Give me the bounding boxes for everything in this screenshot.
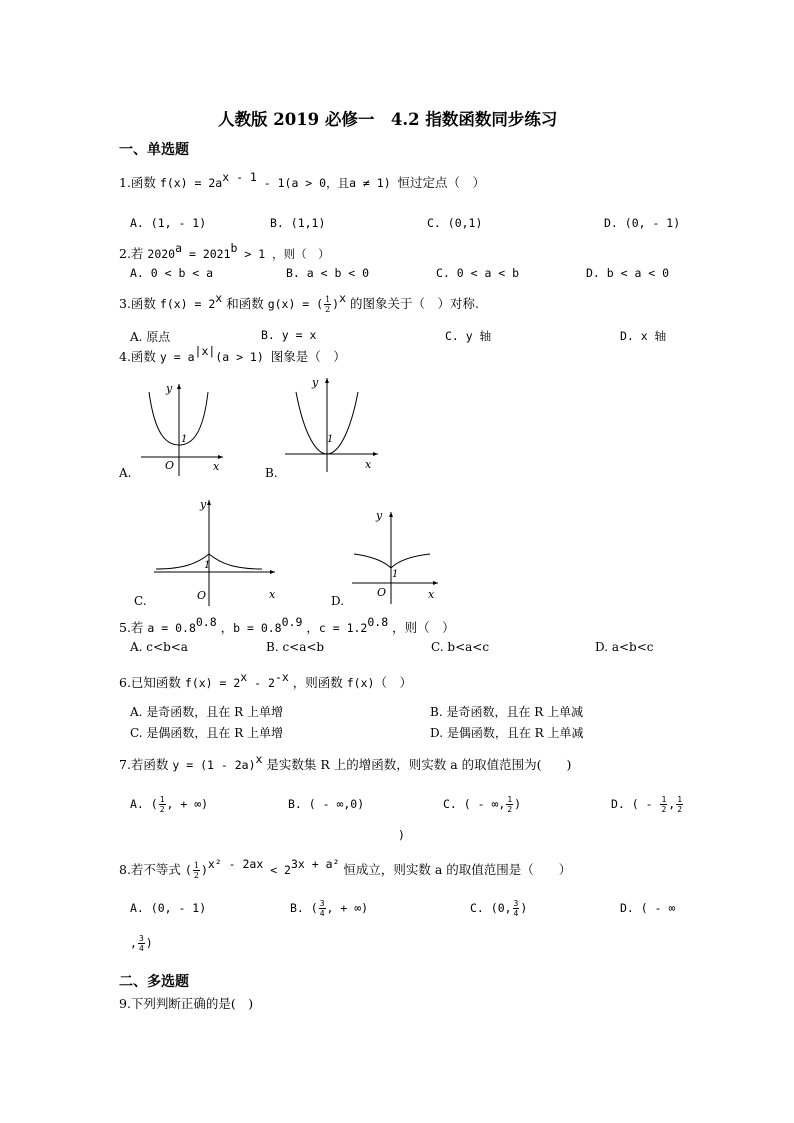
q3-fraction-denominator: 2 [325, 305, 331, 314]
q7-option-b[interactable]: B. ( - ∞,0) [288, 797, 365, 811]
q3-paren-close: ) [332, 297, 340, 311]
question-4-stem [119, 344, 346, 365]
q6-option-b[interactable]: B. 是奇函数，且在 R 上单减 [430, 705, 584, 719]
q7-c-fraction [506, 795, 513, 814]
q3-exponent-f: x [215, 291, 223, 305]
q7-d-mid: , [668, 797, 676, 811]
q8-d-post: ) [145, 936, 153, 950]
q4-option-c[interactable]: C. [134, 594, 147, 608]
section-heading-single-choice: 一、单选题 [119, 142, 189, 158]
q8-option-a[interactable]: A. (0, - 1) [130, 901, 207, 915]
q8-option-c[interactable] [470, 899, 527, 918]
q5-exponent-a: 0.8 [195, 615, 217, 629]
q7-option-a[interactable] [130, 795, 208, 814]
q2-option-b[interactable]: B. a < b < 0 [286, 266, 370, 280]
q6-option-a[interactable]: A. 是奇函数，且在 R 上单增 [130, 705, 283, 719]
question-5-stem [119, 615, 455, 636]
q3-option-c[interactable]: C. y 轴 [445, 329, 492, 343]
q1-stem-suffix: 恒过定点（ ） [397, 175, 486, 190]
q5-separator-1: ， [216, 620, 234, 635]
q8-exponent-left: x² - 2ax [207, 857, 264, 871]
q7-c-post: ) [514, 797, 522, 811]
q8-b-fraction [319, 899, 326, 918]
q7-a-pre: A. ( [130, 797, 158, 811]
graph-a-origin-label: O [165, 459, 175, 472]
q4-option-b[interactable]: B. [265, 466, 278, 480]
q5-stem-prefix: 5.若 [119, 620, 148, 635]
q3-option-b[interactable]: B. y = x [261, 328, 317, 342]
q5-value-c: c = 1.2 [318, 621, 368, 635]
q7-d-den-2: 2 [677, 805, 683, 814]
graph-c-one-label: 1 [204, 560, 211, 571]
question-8-stem [119, 857, 572, 880]
q3-function-f: f(x) = 2 [159, 297, 216, 311]
q3-connector: 和函数 [222, 296, 268, 311]
q8-frac-num: 1 [193, 861, 199, 870]
q4-condition: (a > 1) [215, 350, 271, 364]
graph-d-y-label: y [376, 509, 383, 522]
q1-option-c[interactable]: C. (0,1) [427, 216, 483, 230]
q3-exponent-g: x [339, 291, 347, 305]
q6-exponent-2: -x [274, 670, 289, 684]
q6-minus-term: - 2 [247, 676, 275, 690]
q3-stem-prefix: 3.函数 [119, 296, 160, 311]
q7-d-pre: D. ( - [611, 797, 660, 811]
q6-stem-suffix: （ ） [374, 675, 412, 690]
q8-b-pre: B. ( [290, 901, 318, 915]
q7-d-num-1: 1 [661, 795, 667, 804]
graph-b-one-label: 1 [327, 434, 334, 445]
q8-option-d-continued [130, 934, 153, 953]
graph-b-y-label: y [312, 376, 319, 389]
q1-formula: f(x) = 2a [159, 176, 223, 190]
q8-c-post: ) [520, 901, 528, 915]
q4-graph-c[interactable] [152, 496, 280, 606]
q8-d-num: 3 [138, 934, 144, 943]
question-2-stem [119, 241, 330, 262]
page-title: 人教版 2019 必修一 4.2 指数函数同步练习 [218, 110, 558, 129]
q2-stem-suffix: > 1 ，则（ ） [237, 247, 330, 261]
q5-value-a: a = 0.8 [147, 621, 196, 635]
q4-stem-prefix: 4.函数 [119, 349, 160, 364]
question-1-stem [119, 170, 486, 191]
q7-d-num-2: 1 [677, 795, 683, 804]
q4-graph-a[interactable] [135, 376, 227, 476]
graph-c-origin-label: O [197, 589, 207, 602]
q4-exponent: |x| [194, 344, 216, 358]
q7-option-c[interactable] [443, 795, 521, 814]
q4-option-a[interactable]: A. [119, 466, 132, 480]
q7-c-pre: C. ( - ∞, [443, 797, 506, 811]
q7-option-d[interactable] [611, 795, 684, 814]
q7-exponent: x [255, 752, 263, 766]
graph-d-x-label: x [428, 588, 435, 601]
q8-fraction [193, 861, 200, 880]
section-heading-multi-choice: 二、多选题 [119, 974, 189, 990]
q1-option-b[interactable]: B. (1,1) [270, 216, 326, 230]
graph-d-one-label: 1 [392, 569, 399, 580]
q3-option-a[interactable]: A. 原点 [130, 330, 171, 344]
q4-stem-suffix: 图象是（ ） [270, 349, 346, 364]
question-6-stem [119, 670, 412, 691]
question-3-stem [119, 291, 479, 314]
q7-c-num: 1 [507, 795, 513, 804]
q4-option-d[interactable]: D. [331, 594, 345, 608]
q8-paren-open: ( [184, 863, 192, 877]
q8-b-post: , + ∞) [326, 901, 369, 915]
q6-stem-prefix: 6.已知函数 [119, 675, 185, 690]
q5-exponent-b: 0.9 [281, 615, 303, 629]
q8-frac-den: 2 [193, 871, 199, 880]
q8-d-cont: , [130, 936, 137, 950]
q7-c-den: 2 [507, 805, 513, 814]
q2-option-c[interactable]: C. 0 < a < b [436, 266, 520, 280]
graph-b-x-label: x [365, 458, 372, 471]
q2-exponent-a: a [175, 241, 183, 255]
q6-option-c[interactable]: C. 是偶函数，且在 R 上单增 [130, 726, 284, 740]
q5-stem-suffix: ，则（ ） [388, 620, 455, 635]
q5-option-b[interactable]: B. c<a<b [266, 640, 325, 654]
q1-stem-prefix: 1.函数 [119, 175, 160, 190]
q7-a-fraction [159, 795, 166, 814]
q7-option-d-close: ) [398, 828, 405, 842]
graph-a-one-label: 1 [181, 434, 188, 445]
q2-option-d[interactable]: D. b < a < 0 [586, 266, 670, 280]
q8-inequality: < 2 [263, 863, 291, 877]
q7-d-fraction-2 [676, 795, 683, 814]
q4-graph-b[interactable] [282, 372, 382, 472]
q1-option-d[interactable]: D. (0, - 1) [604, 216, 681, 230]
q6-connector: ，则函数 [288, 675, 347, 690]
q8-c-fraction [513, 899, 520, 918]
q5-option-d[interactable]: D. a<b<c [595, 640, 654, 654]
graph-c-y-label: y [200, 498, 207, 511]
graph-a-y-label: y [166, 382, 173, 395]
q7-a-den: 2 [159, 805, 165, 814]
q5-value-b: b = 0.8 [233, 621, 282, 635]
q8-b-den: 4 [319, 909, 325, 918]
q3-fraction [324, 295, 331, 314]
q8-b-num: 3 [319, 899, 325, 908]
q8-d-fraction [138, 934, 145, 953]
question-7-stem [119, 752, 572, 773]
q8-c-pre: C. (0, [470, 901, 512, 915]
q3-fraction-numerator: 1 [325, 295, 331, 304]
q7-d-fraction-1 [660, 795, 667, 814]
q3-stem-suffix: 的图象关于（ ）对称. [346, 296, 479, 311]
graph-a-x-label: x [213, 460, 220, 473]
q8-exponent-right: 3x + a² [290, 857, 340, 871]
q8-paren-close: ) [200, 863, 208, 877]
q3-option-d[interactable]: D. x 轴 [620, 329, 667, 343]
q7-d-den-1: 2 [661, 805, 667, 814]
q8-stem-prefix: 8.若不等式 [119, 862, 185, 877]
q8-stem-suffix: 恒成立，则实数 a 的取值范围是（ ） [339, 862, 572, 877]
q7-a-post: , + ∞) [166, 797, 209, 811]
q8-c-den: 4 [513, 909, 519, 918]
q5-option-c[interactable]: C. b<a<c [431, 640, 490, 654]
q7-stem-prefix: 7.若函数 [119, 757, 173, 772]
q8-c-num: 3 [513, 899, 519, 908]
q8-option-b[interactable] [290, 899, 368, 918]
q6-function: f(x) = 2 [184, 676, 241, 690]
q8-d-den: 4 [138, 944, 144, 953]
q7-a-num: 1 [159, 795, 165, 804]
q1-condition: - 1(a > 0，且a ≠ 1) [256, 176, 398, 190]
q2-base-b: = 2021 [182, 247, 231, 261]
q3-function-g: g(x) = ( [267, 297, 324, 311]
q5-separator-2: ， [302, 620, 319, 635]
q2-option-a[interactable]: A. 0 < b < a [130, 266, 214, 280]
q1-exponent: x - 1 [222, 170, 257, 184]
q1-option-a[interactable]: A. (1, - 1) [130, 216, 207, 230]
graph-d-origin-label: O [377, 586, 387, 599]
q7-function: y = (1 - 2a) [172, 758, 256, 772]
q7-stem-suffix: 是实数集 R 上的增函数，则实数 a 的取值范围为( ) [262, 757, 572, 772]
q5-exponent-c: 0.8 [367, 615, 389, 629]
graph-c-x-label: x [269, 588, 276, 601]
q2-stem-prefix: 2.若 [119, 246, 148, 261]
q6-exponent-1: x [240, 670, 248, 684]
q8-option-d[interactable]: D. ( - ∞ [620, 901, 676, 915]
q2-exponent-b: b [230, 241, 238, 255]
question-9-stem: 9.下列判断正确的是( ) [119, 996, 254, 1011]
q6-fx: f(x) [346, 676, 375, 690]
q2-base-a: 2020 [147, 247, 176, 261]
q4-graph-d[interactable] [350, 506, 442, 604]
q6-option-d[interactable]: D. 是偶函数，且在 R 上单减 [430, 726, 584, 740]
q5-option-a[interactable]: A. c<b<a [130, 640, 188, 654]
q4-function: y = a [159, 350, 195, 364]
